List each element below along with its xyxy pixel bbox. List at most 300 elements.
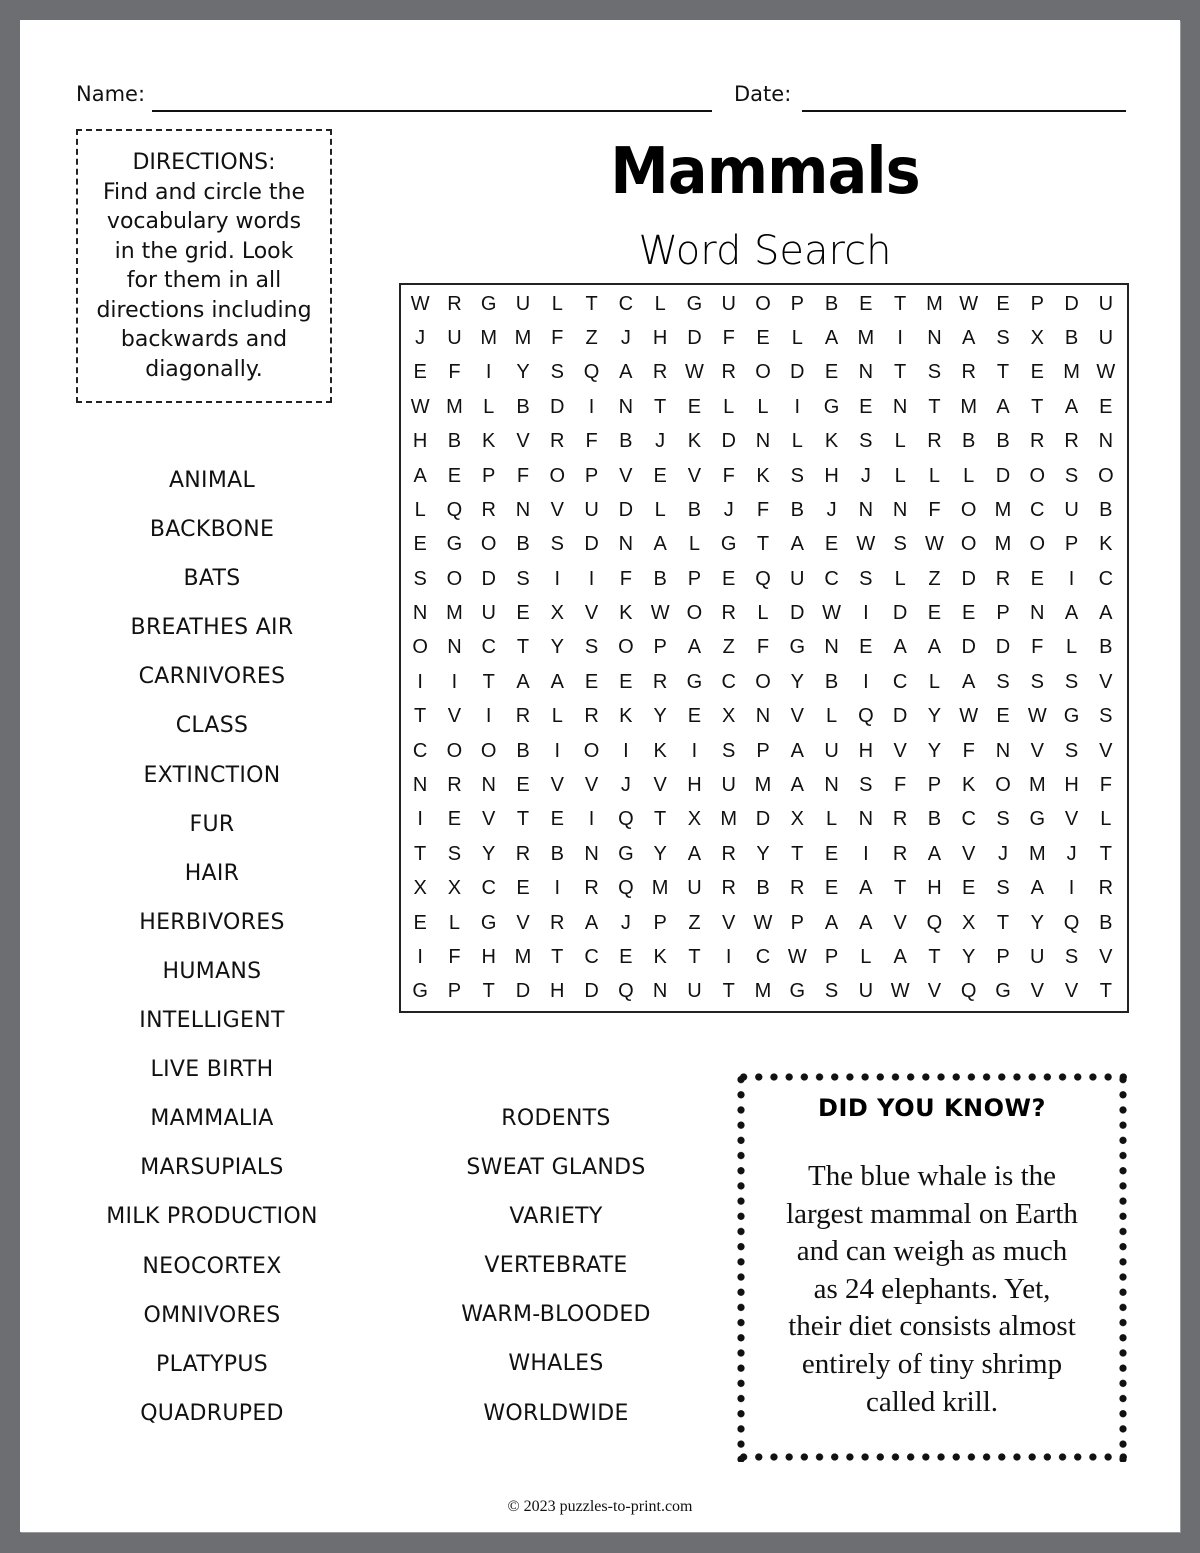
grid-letter[interactable]: E xyxy=(859,636,873,659)
grid-letter[interactable]: A xyxy=(1064,602,1079,625)
grid-letter[interactable]: E xyxy=(962,602,976,625)
grid-letter[interactable]: I xyxy=(863,602,869,625)
grid-letter[interactable]: H xyxy=(687,774,702,797)
grid-letter[interactable]: G xyxy=(789,980,806,1003)
name-field-line[interactable] xyxy=(152,110,712,112)
grid-letter[interactable]: B xyxy=(962,430,976,453)
grid-letter[interactable]: N xyxy=(824,636,839,659)
grid-letter[interactable]: V xyxy=(962,842,976,865)
grid-letter[interactable]: E xyxy=(996,292,1010,315)
grid-letter[interactable]: R xyxy=(481,498,496,521)
grid-letter[interactable]: L xyxy=(860,945,872,968)
grid-letter[interactable]: V xyxy=(447,705,462,728)
grid-letter[interactable]: J xyxy=(620,911,631,934)
grid-letter[interactable]: O xyxy=(1029,464,1046,487)
grid-letter[interactable]: T xyxy=(756,533,770,556)
grid-letter[interactable]: R xyxy=(892,808,908,831)
grid-letter[interactable]: T xyxy=(654,808,667,831)
grid-letter[interactable]: S xyxy=(790,464,804,487)
grid-letter[interactable]: S xyxy=(413,567,427,590)
grid-letter[interactable]: E xyxy=(550,808,564,831)
grid-letter[interactable]: B xyxy=(516,533,530,556)
grid-letter[interactable]: O xyxy=(686,602,703,625)
grid-letter[interactable]: X xyxy=(413,877,427,900)
grid-letter[interactable]: O xyxy=(446,739,463,762)
grid-letter[interactable]: O xyxy=(960,498,977,521)
grid-letter[interactable]: G xyxy=(412,980,428,1003)
grid-letter[interactable]: Y xyxy=(516,361,530,384)
grid-letter[interactable]: F xyxy=(1031,636,1044,659)
grid-letter[interactable]: E xyxy=(584,670,599,693)
grid-letter[interactable]: N xyxy=(927,327,942,350)
grid-letter[interactable]: M xyxy=(994,533,1012,556)
grid-letter[interactable]: B xyxy=(687,498,702,521)
grid-letter[interactable]: I xyxy=(623,739,629,762)
grid-letter[interactable]: U xyxy=(858,980,874,1003)
grid-letter[interactable]: M xyxy=(754,774,772,797)
grid-letter[interactable]: G xyxy=(1029,808,1046,831)
grid-letter[interactable]: V xyxy=(1099,739,1113,762)
grid-letter[interactable]: C xyxy=(961,808,976,831)
grid-letter[interactable]: G xyxy=(480,911,497,934)
grid-letter[interactable]: I xyxy=(485,705,492,728)
grid-letter[interactable]: R xyxy=(721,361,736,384)
grid-letter[interactable]: L xyxy=(757,395,769,418)
grid-letter[interactable]: R xyxy=(584,877,599,900)
grid-letter[interactable]: S xyxy=(1064,739,1079,762)
grid-letter[interactable]: R xyxy=(550,911,565,934)
grid-letter[interactable]: U xyxy=(1098,292,1114,315)
grid-letter[interactable]: L xyxy=(757,602,769,625)
grid-letter[interactable]: O xyxy=(583,739,600,762)
grid-letter[interactable]: G xyxy=(618,842,634,865)
grid-letter[interactable]: C xyxy=(481,877,496,900)
grid-letter[interactable]: E xyxy=(962,877,976,900)
grid-letter[interactable]: N xyxy=(412,774,428,797)
grid-letter[interactable]: S xyxy=(550,533,564,556)
grid-letter[interactable]: M xyxy=(857,327,875,350)
grid-letter[interactable]: N xyxy=(1098,430,1114,453)
grid-letter[interactable]: U xyxy=(1098,327,1114,350)
grid-letter[interactable]: C xyxy=(1098,567,1114,590)
grid-letter[interactable]: S xyxy=(859,774,873,797)
grid-letter[interactable]: A xyxy=(962,670,976,693)
grid-letter[interactable]: I xyxy=(554,567,561,590)
grid-letter[interactable]: F xyxy=(585,430,598,453)
grid-letter[interactable]: B xyxy=(790,498,804,521)
grid-letter[interactable]: L xyxy=(1100,808,1112,831)
grid-letter[interactable]: N xyxy=(858,808,874,831)
grid-letter[interactable]: S xyxy=(996,808,1010,831)
grid-letter[interactable]: R xyxy=(892,842,908,865)
grid-letter[interactable]: Q xyxy=(618,877,634,900)
grid-letter[interactable]: A xyxy=(1064,395,1079,418)
grid-letter[interactable]: O xyxy=(618,636,634,659)
grid-letter[interactable]: X xyxy=(447,877,462,900)
grid-letter[interactable]: B xyxy=(516,395,530,418)
grid-letter[interactable]: I xyxy=(417,945,423,968)
grid-letter[interactable]: V xyxy=(790,705,804,728)
grid-letter[interactable]: X xyxy=(687,808,702,831)
grid-letter[interactable]: E xyxy=(447,464,462,487)
grid-letter[interactable]: I xyxy=(417,808,423,831)
grid-letter[interactable]: A xyxy=(1030,877,1044,900)
grid-letter[interactable]: G xyxy=(480,292,497,315)
grid-letter[interactable]: T xyxy=(722,980,735,1003)
grid-letter[interactable]: T xyxy=(551,945,564,968)
grid-letter[interactable]: R xyxy=(515,705,531,728)
grid-letter[interactable]: F xyxy=(448,945,461,968)
grid-letter[interactable]: I xyxy=(451,670,458,693)
grid-letter[interactable]: V xyxy=(584,602,599,625)
grid-letter[interactable]: H xyxy=(1064,774,1079,797)
grid-letter[interactable]: A xyxy=(584,911,599,934)
grid-letter[interactable]: M xyxy=(754,980,772,1003)
grid-letter[interactable]: B xyxy=(1064,327,1079,350)
grid-letter[interactable]: M xyxy=(514,945,532,968)
grid-letter[interactable]: J xyxy=(620,327,631,350)
grid-letter[interactable]: E xyxy=(756,327,770,350)
grid-letter[interactable]: L xyxy=(654,292,666,315)
grid-letter[interactable]: S xyxy=(1064,670,1079,693)
grid-letter[interactable]: T xyxy=(894,361,907,384)
grid-letter[interactable]: J xyxy=(997,842,1008,865)
grid-letter[interactable]: F xyxy=(756,498,770,521)
grid-letter[interactable]: V xyxy=(1030,739,1044,762)
grid-letter[interactable]: H xyxy=(652,327,668,350)
grid-letter[interactable]: Y xyxy=(790,670,804,693)
grid-letter[interactable]: C xyxy=(755,945,771,968)
grid-letter[interactable]: X xyxy=(1030,327,1044,350)
grid-letter[interactable]: M xyxy=(446,602,463,625)
grid-letter[interactable]: G xyxy=(720,533,737,556)
grid-letter[interactable]: H xyxy=(412,430,428,453)
grid-letter[interactable]: L xyxy=(928,464,940,487)
grid-letter[interactable]: L xyxy=(723,395,735,418)
grid-letter[interactable]: F xyxy=(894,774,907,797)
grid-letter[interactable]: K xyxy=(687,430,702,453)
grid-letter[interactable]: G xyxy=(686,670,703,693)
grid-letter[interactable]: L xyxy=(826,705,838,728)
grid-letter[interactable]: K xyxy=(824,430,839,453)
grid-letter[interactable]: V xyxy=(550,498,564,521)
grid-letter[interactable]: C xyxy=(481,636,496,659)
grid-letter[interactable]: T xyxy=(928,945,941,968)
grid-letter[interactable]: L xyxy=(928,670,940,693)
grid-letter[interactable]: A xyxy=(687,842,702,865)
grid-letter[interactable]: I xyxy=(417,670,423,693)
grid-letter[interactable]: G xyxy=(995,980,1011,1003)
grid-letter[interactable]: A xyxy=(790,774,804,797)
grid-letter[interactable]: C xyxy=(412,739,428,762)
grid-letter[interactable]: V xyxy=(1064,808,1079,831)
grid-letter[interactable]: A xyxy=(790,533,804,556)
grid-letter[interactable]: M xyxy=(960,395,978,418)
grid-letter[interactable]: J xyxy=(826,498,837,521)
grid-letter[interactable]: E xyxy=(996,705,1010,728)
grid-letter[interactable]: F xyxy=(516,464,530,487)
grid-letter[interactable]: D xyxy=(790,602,805,625)
grid-letter[interactable]: W xyxy=(753,911,773,934)
grid-letter[interactable]: E xyxy=(722,567,736,590)
grid-letter[interactable]: F xyxy=(551,327,564,350)
grid-letter[interactable]: E xyxy=(413,911,427,934)
grid-letter[interactable]: M xyxy=(720,808,738,831)
grid-letter[interactable]: M xyxy=(1063,361,1080,384)
grid-letter[interactable]: W xyxy=(959,292,979,315)
grid-letter[interactable]: E xyxy=(824,533,839,556)
grid-letter[interactable]: J xyxy=(620,774,631,797)
grid-letter[interactable]: X xyxy=(550,602,564,625)
grid-letter[interactable]: Z xyxy=(585,327,598,350)
grid-letter[interactable]: W xyxy=(1096,361,1116,384)
grid-letter[interactable]: D xyxy=(550,395,565,418)
grid-letter[interactable]: D xyxy=(618,498,634,521)
grid-letter[interactable]: O xyxy=(549,464,566,487)
grid-letter[interactable]: X xyxy=(722,705,736,728)
grid-letter[interactable]: Q xyxy=(858,705,874,728)
grid-letter[interactable]: Z xyxy=(688,911,701,934)
grid-letter[interactable]: P xyxy=(447,980,462,1003)
grid-letter[interactable]: F xyxy=(928,498,941,521)
grid-letter[interactable]: T xyxy=(688,945,701,968)
grid-letter[interactable]: U xyxy=(721,774,736,797)
grid-letter[interactable]: E xyxy=(413,533,427,556)
grid-letter[interactable]: T xyxy=(1099,980,1112,1003)
grid-letter[interactable]: T xyxy=(894,877,907,900)
grid-letter[interactable]: L xyxy=(448,911,460,934)
grid-letter[interactable]: D xyxy=(995,636,1011,659)
grid-letter[interactable]: P xyxy=(653,911,667,934)
grid-letter[interactable]: B xyxy=(653,567,667,590)
grid-letter[interactable]: V xyxy=(516,430,530,453)
grid-letter[interactable]: P xyxy=(790,911,804,934)
grid-letter[interactable]: T xyxy=(996,911,1010,934)
grid-letter[interactable]: W xyxy=(822,602,841,625)
grid-letter[interactable]: E xyxy=(859,395,873,418)
grid-letter[interactable]: A xyxy=(893,945,907,968)
grid-letter[interactable]: Z xyxy=(722,636,735,659)
grid-letter[interactable]: P xyxy=(996,602,1010,625)
grid-letter[interactable]: U xyxy=(481,602,496,625)
grid-letter[interactable]: B xyxy=(447,430,462,453)
grid-letter[interactable]: P xyxy=(653,636,667,659)
grid-letter[interactable]: A xyxy=(619,361,633,384)
grid-letter[interactable]: P xyxy=(482,464,496,487)
grid-letter[interactable]: I xyxy=(863,842,869,865)
grid-letter[interactable]: S xyxy=(447,842,462,865)
grid-letter[interactable]: V xyxy=(687,464,702,487)
grid-letter[interactable]: Q xyxy=(755,567,771,590)
grid-letter[interactable]: D xyxy=(961,636,976,659)
grid-letter[interactable]: D xyxy=(790,361,805,384)
grid-letter[interactable]: E xyxy=(687,395,702,418)
grid-letter[interactable]: E xyxy=(516,877,530,900)
grid-letter[interactable]: A xyxy=(824,327,839,350)
grid-letter[interactable]: U xyxy=(687,877,702,900)
grid-letter[interactable]: A xyxy=(927,842,942,865)
grid-letter[interactable]: B xyxy=(550,842,564,865)
grid-letter[interactable]: Y xyxy=(756,842,770,865)
grid-letter[interactable]: I xyxy=(588,395,595,418)
grid-letter[interactable]: B xyxy=(996,430,1010,453)
grid-letter[interactable]: N xyxy=(755,430,771,453)
grid-letter[interactable]: S xyxy=(550,361,564,384)
grid-letter[interactable]: R xyxy=(790,877,805,900)
grid-letter[interactable]: S xyxy=(859,430,873,453)
grid-letter[interactable]: A xyxy=(927,636,942,659)
grid-letter[interactable]: T xyxy=(516,636,530,659)
grid-letter[interactable]: I xyxy=(794,395,801,418)
grid-letter[interactable]: W xyxy=(924,533,944,556)
grid-letter[interactable]: D xyxy=(515,980,531,1003)
grid-letter[interactable]: C xyxy=(618,292,634,315)
grid-letter[interactable]: T xyxy=(654,395,667,418)
grid-letter[interactable]: A xyxy=(824,911,839,934)
grid-letter[interactable]: S xyxy=(927,361,942,384)
grid-letter[interactable]: S xyxy=(824,980,839,1003)
grid-letter[interactable]: D xyxy=(584,980,599,1003)
grid-letter[interactable]: D xyxy=(892,705,908,728)
grid-letter[interactable]: V xyxy=(927,980,942,1003)
grid-letter[interactable]: J xyxy=(1066,842,1077,865)
grid-letter[interactable]: W xyxy=(684,361,704,384)
grid-letter[interactable]: L xyxy=(791,430,803,453)
grid-letter[interactable]: A xyxy=(962,327,976,350)
grid-letter[interactable]: M xyxy=(926,292,943,315)
grid-letter[interactable]: K xyxy=(619,602,633,625)
grid-letter[interactable]: V xyxy=(893,911,907,934)
grid-letter[interactable]: N xyxy=(481,774,496,797)
grid-letter[interactable]: F xyxy=(722,327,735,350)
grid-letter[interactable]: I xyxy=(691,739,698,762)
grid-letter[interactable]: A xyxy=(1099,602,1113,625)
grid-letter[interactable]: B xyxy=(756,877,770,900)
grid-letter[interactable]: B xyxy=(824,292,839,315)
grid-letter[interactable]: B xyxy=(1099,498,1113,521)
grid-letter[interactable]: T xyxy=(1031,395,1044,418)
grid-letter[interactable]: Q xyxy=(618,980,634,1003)
grid-letter[interactable]: Y xyxy=(653,705,667,728)
grid-letter[interactable]: R xyxy=(721,877,736,900)
grid-letter[interactable]: C xyxy=(1030,498,1045,521)
grid-letter[interactable]: Y xyxy=(927,705,942,728)
grid-letter[interactable]: T xyxy=(894,292,907,315)
grid-letter[interactable]: D xyxy=(892,602,908,625)
grid-letter[interactable]: B xyxy=(516,739,530,762)
grid-letter[interactable]: M xyxy=(480,327,498,350)
grid-letter[interactable]: Y xyxy=(653,842,667,865)
grid-letter[interactable]: H xyxy=(481,945,496,968)
grid-letter[interactable]: W xyxy=(856,533,876,556)
grid-letter[interactable]: E xyxy=(447,808,462,831)
grid-letter[interactable]: L xyxy=(826,808,838,831)
grid-letter[interactable]: U xyxy=(1030,945,1045,968)
grid-letter[interactable]: N xyxy=(858,361,874,384)
grid-letter[interactable]: E xyxy=(687,705,702,728)
grid-letter[interactable]: E xyxy=(1030,567,1044,590)
grid-letter[interactable]: R xyxy=(721,842,736,865)
grid-letter[interactable]: B xyxy=(927,808,942,831)
grid-letter[interactable]: K xyxy=(619,705,633,728)
grid-letter[interactable]: W xyxy=(890,980,910,1003)
grid-letter[interactable]: E xyxy=(824,877,839,900)
grid-letter[interactable]: I xyxy=(1068,877,1075,900)
grid-letter[interactable]: N xyxy=(652,980,668,1003)
grid-letter[interactable]: S xyxy=(996,877,1010,900)
grid-letter[interactable]: A xyxy=(859,877,873,900)
grid-letter[interactable]: O xyxy=(446,567,463,590)
grid-letter[interactable]: P xyxy=(824,945,839,968)
grid-letter[interactable]: K xyxy=(653,945,667,968)
grid-letter[interactable]: U xyxy=(824,739,839,762)
grid-letter[interactable]: F xyxy=(962,739,975,762)
grid-letter[interactable]: L xyxy=(654,498,666,521)
grid-letter[interactable]: T xyxy=(1099,842,1112,865)
grid-letter[interactable]: I xyxy=(588,567,595,590)
grid-letter[interactable]: V xyxy=(584,774,599,797)
grid-letter[interactable]: D xyxy=(481,567,496,590)
grid-letter[interactable]: G xyxy=(823,395,840,418)
grid-letter[interactable]: N xyxy=(995,739,1011,762)
grid-letter[interactable]: A xyxy=(893,636,907,659)
grid-letter[interactable]: R xyxy=(652,670,668,693)
grid-letter[interactable]: R xyxy=(961,361,976,384)
grid-letter[interactable]: A xyxy=(653,533,667,556)
grid-letter[interactable]: N xyxy=(755,705,771,728)
grid-letter[interactable]: G xyxy=(686,292,703,315)
grid-letter[interactable]: N xyxy=(824,774,839,797)
grid-letter[interactable]: C xyxy=(892,670,908,693)
grid-letter[interactable]: N xyxy=(447,636,462,659)
grid-letter[interactable]: L xyxy=(414,498,426,521)
grid-letter[interactable]: P xyxy=(1064,533,1079,556)
grid-letter[interactable]: O xyxy=(1029,533,1046,556)
grid-letter[interactable]: B xyxy=(619,430,633,453)
grid-letter[interactable]: J xyxy=(860,464,871,487)
grid-letter[interactable]: Q xyxy=(618,808,634,831)
grid-letter[interactable]: R xyxy=(652,361,668,384)
grid-letter[interactable]: U xyxy=(721,292,736,315)
grid-letter[interactable]: Y xyxy=(1030,911,1044,934)
grid-letter[interactable]: W xyxy=(650,602,670,625)
grid-letter[interactable]: R xyxy=(515,842,531,865)
grid-letter[interactable]: D xyxy=(721,430,736,453)
grid-letter[interactable]: M xyxy=(1028,774,1046,797)
grid-letter[interactable]: A xyxy=(790,739,804,762)
grid-letter[interactable]: I xyxy=(1068,567,1075,590)
grid-letter[interactable]: U xyxy=(584,498,599,521)
grid-letter[interactable]: G xyxy=(446,533,463,556)
grid-letter[interactable]: W xyxy=(1027,705,1047,728)
grid-letter[interactable]: F xyxy=(722,464,735,487)
grid-letter[interactable]: O xyxy=(755,670,771,693)
grid-letter[interactable]: E xyxy=(653,464,667,487)
grid-letter[interactable]: B xyxy=(1099,636,1113,659)
grid-letter[interactable]: A xyxy=(516,670,530,693)
grid-letter[interactable]: O xyxy=(480,739,497,762)
grid-letter[interactable]: T xyxy=(996,361,1010,384)
grid-letter[interactable]: N xyxy=(858,498,874,521)
grid-letter[interactable]: T xyxy=(414,705,427,728)
grid-letter[interactable]: C xyxy=(721,670,736,693)
grid-letter[interactable]: V xyxy=(653,774,667,797)
grid-letter[interactable]: B xyxy=(824,670,839,693)
grid-letter[interactable]: Q xyxy=(446,498,463,521)
grid-letter[interactable]: E xyxy=(516,602,530,625)
grid-letter[interactable]: L xyxy=(551,292,563,315)
grid-letter[interactable]: X xyxy=(790,808,804,831)
